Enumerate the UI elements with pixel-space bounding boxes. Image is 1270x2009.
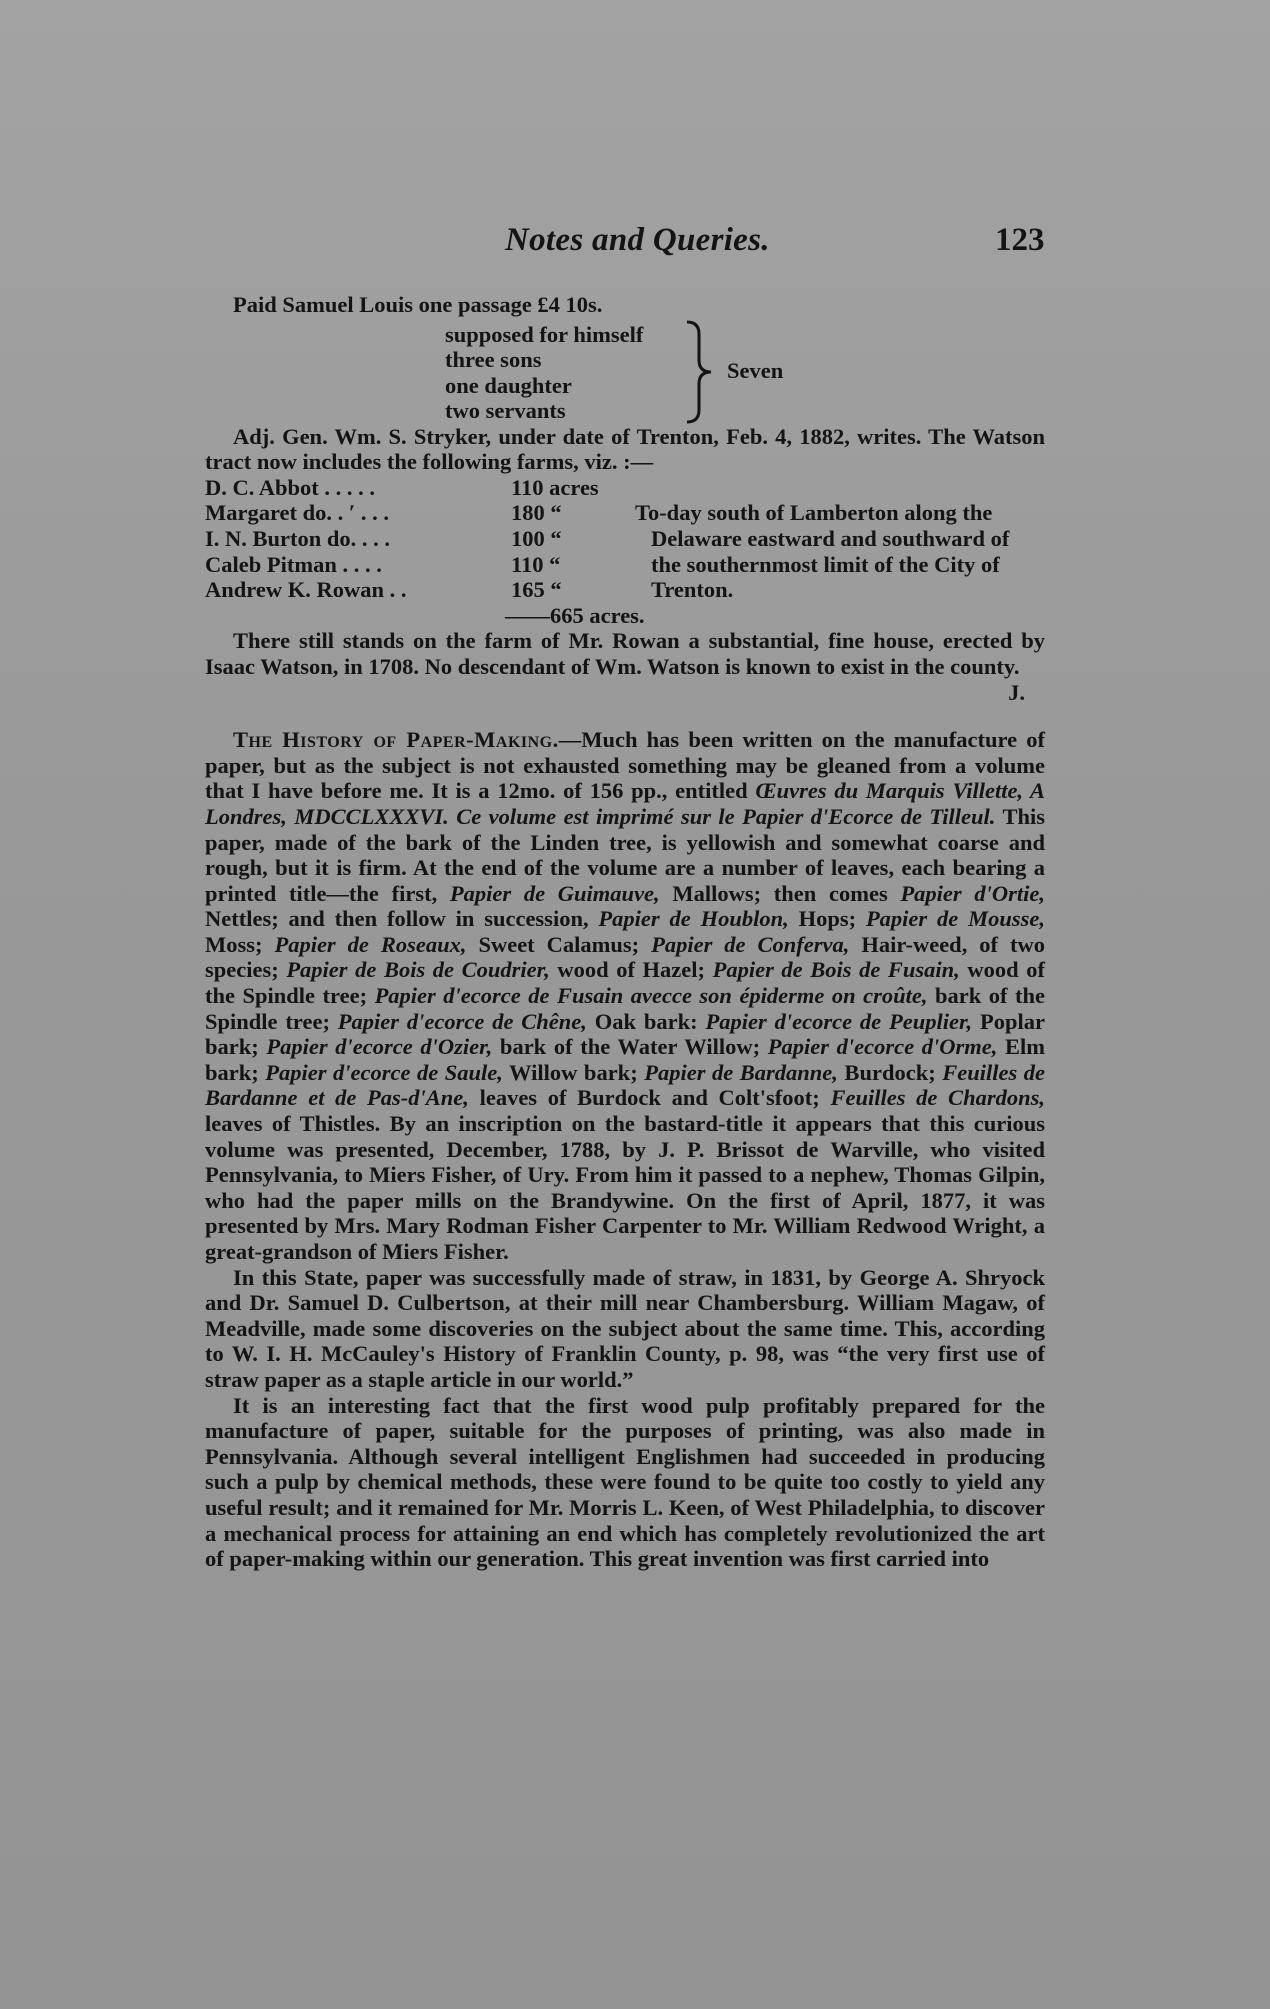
paper-type: Papier de Conferva, — [651, 931, 850, 957]
farm-row — [205, 552, 1045, 578]
paper-type: Papier d'ecorce de Saule, — [265, 1059, 503, 1085]
farm-acres: 110 “ — [511, 551, 561, 577]
paper-type: Papier de Houblon, — [598, 906, 789, 932]
passenger-total: Seven — [727, 357, 784, 383]
page-header — [0, 222, 1270, 272]
paper-type: Papier d'Ortie, — [900, 880, 1045, 906]
paper-type: Papier de Bois de Fusain, — [712, 957, 960, 983]
passenger-item: three sons — [445, 347, 542, 373]
page-number: 123 — [995, 222, 1045, 258]
paper-type: Papier de Bois de Coudrier, — [286, 957, 550, 983]
rowan-house-paragraph: There still stands on the farm of Mr. Rowan a substantial, fine house, erected by Isaac Watson, in 1708. No descendant of Wm. Watson is known to exist in the county. — [205, 628, 1045, 679]
paper-type: Papier de Guimauve, — [449, 880, 660, 906]
farm-acres: 100 “ — [511, 525, 562, 551]
paper-type: Papier de Mousse, — [865, 906, 1045, 932]
farm-name: Margaret do. . ʹ . . . — [205, 500, 389, 526]
farm-note: Trenton. — [651, 577, 734, 603]
running-head: Notes and Queries. — [505, 222, 770, 258]
farm-table — [205, 475, 1045, 629]
section-gap — [205, 705, 1045, 727]
passenger-list — [445, 322, 643, 424]
farm-note: To-day south of Lamberton along the — [635, 500, 993, 526]
book-title: Œuvres du Marquis Villette, A Londres, MDCCLXXXVI. Ce volume est imprimé sur le Papier d'Ecorce de Tilleul. — [205, 778, 1045, 829]
paper-type: Papier d'ecorce de Fusain avecce son épiderme on croûte, — [374, 983, 928, 1009]
paper-making-paragraph-1: The History of Paper-Making.—Much has been written on the manufacture of paper, but as the subject is not exhausted something may be gleaned from a volume that I have before me. It is a 12mo. of 156 pp., entitled Œuvres du Marquis Villette, A Londres, MDCCLXXXVI. Ce volume est imprimé sur le Papier d'Ecorce de Tilleul. This paper, made of the bark of the Linden tree, is yellowish and somewhat coarse and rough, but it is firm. At the end of the volume are a number of leaves, each bearing a printed title—the first, Papier de Guimauve, Mallows; then comes Papier d'Ortie, Nettles; and then follow in succession, Papier de Houblon, Hops; Papier de Mousse, Moss; Papier de Roseaux, Sweet Calamus; Papier de Conferva, Hair-weed, of two species; Papier de Bois de Coudrier, wood of Hazel; Papier de Bois de Fusain, wood of the Spindle tree; Papier d'ecorce de Fusain avecce son épiderme on croûte, bark of the Spindle tree; Papier d'ecorce de Chêne, Oak bark: Papier d'ecorce de Peuplier, Poplar bark; Papier d'ecorce d'Ozier, bark of the Water Willow; Papier d'ecorce d'Orme, Elm bark; Papier d'ecorce de Saule, Willow bark; Papier de Bardanne, Burdock; Feuilles de Bardanne et de Pas-d'Ane, leaves of Burdock and Colt'sfoot; Feuilles de Chardons, leaves of Thistles. By an inscription on the bastard-title it appears that this curious volume was presented, December, 1788, by J. P. Brissot de Warville, who visited Pennsylvania, to Miers Fisher, of Ury. From him it passed to a nephew, Thomas Gilpin, who had the paper mills on the Brandywine. On the first of April, 1877, it was presented by Mrs. Mary Rodman Fisher Carpenter to Mr. William Redwood Wright, a great-grandson of Miers Fisher. — [205, 727, 1046, 1264]
page-body — [205, 292, 1045, 1572]
farm-note: the southernmost limit of the City of — [651, 551, 1000, 577]
stryker-intro: Adj. Gen. Wm. S. Stryker, under date of Trenton, Feb. 4, 1882, writes. The Watson tract now includes the following farms, viz. :— — [205, 423, 1045, 475]
paper-type: Feuilles de Chardons, — [830, 1085, 1045, 1111]
passenger-item: supposed for himself — [445, 321, 644, 347]
section-heading: The History of Paper-Making. — [233, 727, 559, 753]
farm-name: Andrew K. Rowan . . — [205, 577, 407, 603]
farm-name: Caleb Pitman . . . . — [205, 551, 382, 577]
farm-acres: 110 acres — [511, 474, 599, 500]
farm-row — [205, 577, 1045, 603]
farm-total — [205, 603, 1045, 629]
farm-name: I. N. Burton do. . . . — [205, 525, 391, 551]
curly-brace-icon — [683, 320, 723, 424]
paper-type: Papier de Bardanne, — [644, 1059, 838, 1085]
farm-note: Delaware eastward and southward of — [651, 525, 1010, 551]
farm-row — [205, 500, 1045, 526]
farm-acres: 180 “ — [511, 500, 562, 526]
paper-type: Papier d'ecorce de Chêne, — [337, 1008, 587, 1034]
paper-type: Papier de Roseaux, — [274, 931, 467, 957]
passage-title: Paid Samuel Louis one passage £4 10s. — [233, 292, 603, 317]
signature: J. — [1008, 679, 1025, 705]
farm-acres: 165 “ — [511, 577, 562, 603]
passenger-item: two servants — [445, 398, 566, 424]
paper-type: Feuilles de Bardanne et de Pas-d'Ane, — [205, 1059, 1045, 1111]
paper-type: Papier d'ecorce de Peuplier, — [705, 1008, 973, 1034]
farm-total-acres: ——665 acres. — [505, 602, 645, 628]
paper-making-paragraph-3: It is an interesting fact that the first wood pulp profitably prepared for the manufacture of paper, suitable for the purposes of printing, was also made in Pennsylvania. Although several intelligent Englishmen had succeeded in producing such a pulp by chemical methods, these were found to be quite too costly to yield any useful result; and it remained for Mr. Morris L. Keen, of West Philadelphia, to discover a mechanical process for attaining an end which has completely revolutionized the art of paper-making within our generation. This great invention was first carried into — [205, 1392, 1045, 1572]
farm-row — [205, 526, 1045, 552]
passenger-item: one daughter — [445, 372, 572, 398]
farm-row — [205, 475, 1045, 501]
paper-type: Papier d'ecorce d'Ozier, — [266, 1034, 493, 1060]
passage-breakdown — [205, 320, 1045, 424]
farm-name: D. C. Abbot . . . . . — [205, 474, 376, 500]
paper-type: Papier d'ecorce d'Orme, — [767, 1034, 998, 1060]
paper-making-paragraph-2: In this State, paper was successfully made of straw, in 1831, by George A. Shryock and Dr. Samuel D. Culbertson, at their mill near Chambersburg. William Magaw, of Meadville, made some discoveries on the subject about the same time. This, according to W. I. H. McCauley's History of Franklin County, p. 98, was “the very first use of straw paper as a staple article in our world.” — [205, 1264, 1045, 1392]
